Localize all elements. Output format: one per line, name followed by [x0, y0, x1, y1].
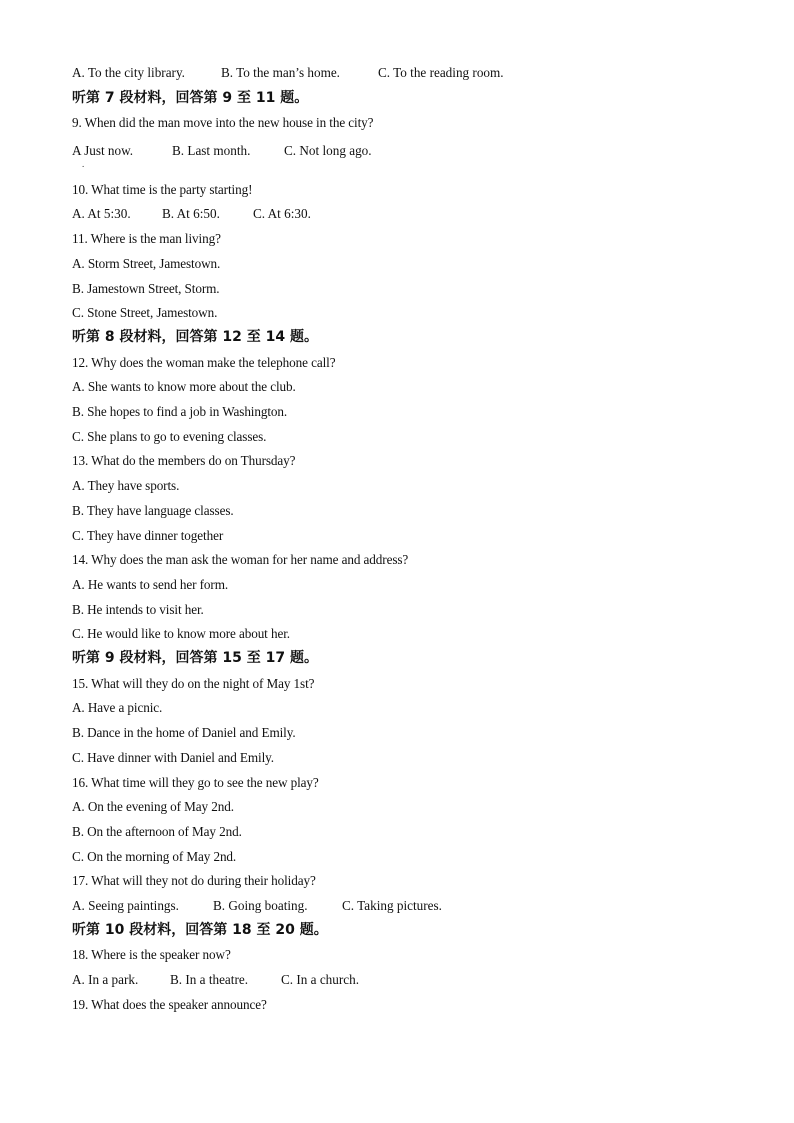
- option-a: A Just now.: [72, 143, 134, 158]
- option-c: C. Have dinner with Daniel and Emily.: [72, 750, 275, 765]
- option-b: B. Going boating.: [213, 898, 308, 913]
- option-b: B. They have language classes.: [72, 503, 234, 518]
- option-b: B. Dance in the home of Daniel and Emily.: [72, 725, 296, 740]
- option-a: A. He wants to send her form.: [72, 577, 229, 592]
- question-10-stem: 10. What time is the party starting!: [72, 182, 253, 197]
- option-b: B. On the afternoon of May 2nd.: [72, 824, 242, 839]
- option-c: C. On the morning of May 2nd.: [72, 849, 237, 864]
- option-a: A. On the evening of May 2nd.: [72, 799, 234, 814]
- question-18-stem: 18. Where is the speaker now?: [72, 947, 231, 962]
- question-19-stem: 19. What does the speaker announce?: [72, 997, 267, 1012]
- option-b: B. To the man’s home.: [221, 65, 340, 80]
- option-a: A. They have sports.: [72, 478, 180, 493]
- option-c: C. Taking pictures.: [342, 898, 442, 913]
- option-c: C. Stone Street, Jamestown.: [72, 305, 218, 320]
- option-a: A. Storm Street, Jamestown.: [72, 256, 221, 271]
- option-c: C. Not long ago.: [284, 143, 372, 158]
- option-c: C. They have dinner together: [72, 528, 224, 543]
- section-heading-7: 听第 7 段材料，回答第 9 至 11 题。: [72, 90, 309, 106]
- question-9-stem: 9. When did the man move into the new house in the city?: [72, 115, 374, 130]
- option-b: B. She hopes to find a job in Washington.: [72, 404, 288, 419]
- question-9-options: [72, 142, 722, 160]
- option-c: C. To the reading room.: [378, 65, 504, 80]
- question-15-stem: 15. What will they do on the night of May 1st?: [72, 676, 315, 691]
- question-8-options: [72, 64, 722, 82]
- option-c: C. At 6:30.: [253, 206, 311, 221]
- option-a: A. At 5:30.: [72, 206, 131, 221]
- question-14-stem: 14. Why does the man ask the woman for her name and address?: [72, 552, 409, 567]
- section-heading-10: 听第 10 段材料，回答第 18 至 20 题。: [72, 922, 328, 938]
- option-a: A. To the city library.: [72, 65, 185, 80]
- question-10-options: [72, 205, 722, 223]
- option-c: C. In a church.: [281, 972, 359, 987]
- option-c: C. She plans to go to evening classes.: [72, 429, 267, 444]
- option-a: A. Have a picnic.: [72, 700, 163, 715]
- question-16-stem: 16. What time will they go to see the new play?: [72, 775, 319, 790]
- question-17-options: [72, 897, 722, 915]
- section-heading-9: 听第 9 段材料，回答第 15 至 17 题。: [72, 650, 318, 666]
- option-a: A. She wants to know more about the club.: [72, 379, 296, 394]
- question-11-stem: 11. Where is the man living?: [72, 231, 221, 246]
- option-b: B. In a theatre.: [170, 972, 248, 987]
- question-12-stem: 12. Why does the woman make the telephone call?: [72, 355, 336, 370]
- option-b: B. He intends to visit her.: [72, 602, 204, 617]
- section-heading-8: 听第 8 段材料，回答第 12 至 14 题。: [72, 329, 318, 345]
- stray-mark: .: [82, 159, 85, 169]
- option-b: B. Jamestown Street, Storm.: [72, 281, 220, 296]
- option-a: A. Seeing paintings.: [72, 898, 179, 913]
- question-17-stem: 17. What will they not do during their holiday?: [72, 873, 316, 888]
- question-18-options: [72, 971, 722, 989]
- option-b: B. Last month.: [172, 143, 251, 158]
- option-b: B. At 6:50.: [162, 206, 220, 221]
- option-a: A. In a park.: [72, 972, 139, 987]
- question-13-stem: 13. What do the members do on Thursday?: [72, 453, 296, 468]
- option-c: C. He would like to know more about her.: [72, 626, 290, 641]
